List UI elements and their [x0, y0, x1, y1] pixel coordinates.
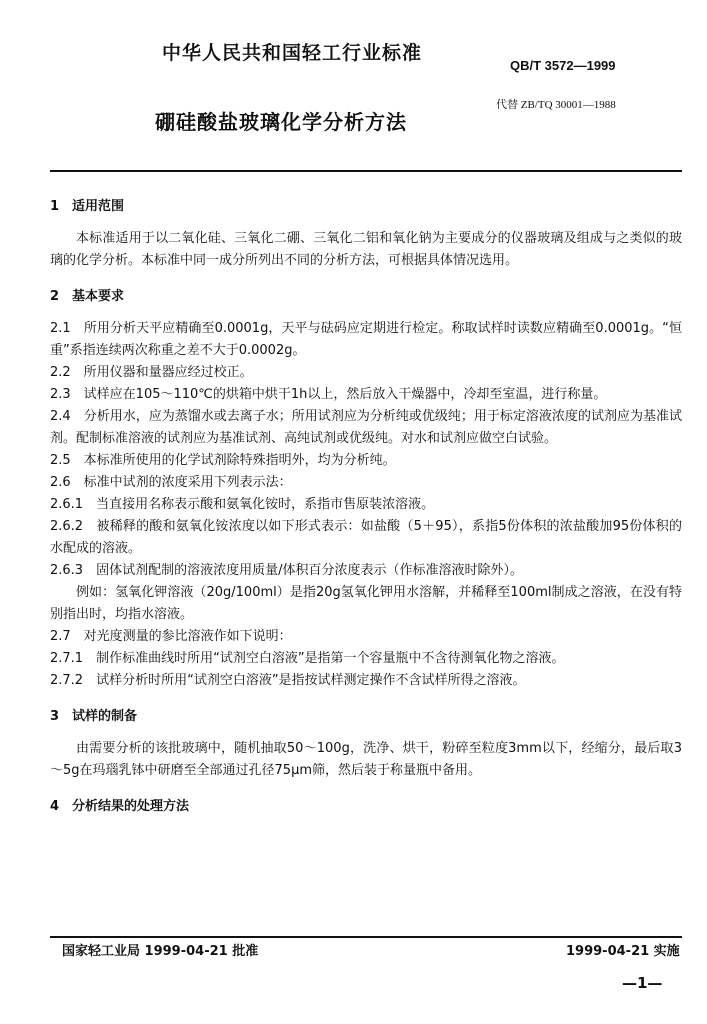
- clause-2-1: 2.1 所用分析天平应精确至0.0001g，天平与砝码应定期进行检定。称取试样时读数应精确至0.0001g。“恒重”系指连续两次称重之差不大于0.0002g。: [50, 321, 682, 358]
- section-1-paragraph: 本标准适用于以二氧化硅、三氧化二硼、三氧化二铝和氧化钠为主要成分的仪器玻璃及组成与之类似的玻璃的化学分析。本标准中同一成分所列出不同的分析方法，可根据具体情况选用。: [50, 231, 682, 268]
- clause-2-7: 2.7 对光度测量的参比溶液作如下说明：: [50, 629, 292, 644]
- document-body: [50, 196, 682, 818]
- clause-2-4: 2.4 分析用水，应为蒸馏水或去离子水；所用试剂应为分析纯或优级纯；用于标定溶液浓度的试剂应为基准试剂。配制标准溶液的试剂应为基准试剂、高纯试剂或优级纯。对水和试剂应做空白试验。: [50, 409, 682, 446]
- clause-2-6-1: 2.6.1 当直接用名称表示酸和氨氧化铵时，系指市售原装浓溶液。: [50, 497, 435, 512]
- section-2-heading: 2 基本要求: [50, 289, 125, 304]
- approval-note: 国家轻工业局 1999-04-21 批准: [62, 944, 259, 959]
- clause-2-7-2: 2.7.2 试样分析时所用“试剂空白溶液”是指按试样测定操作不含试样所得之溶液。: [50, 673, 526, 688]
- replaces-note: 代替 ZB/TQ 30001—1988: [496, 99, 616, 111]
- clause-2-6-3-example: 例如：氢氧化钾溶液（20g/100ml）是指20g氢氧化钾用水溶解，并稀释至100ml制成之溶液，在没有特别指出时，均指水溶液。: [50, 585, 682, 622]
- section-1-heading: 1 适用范围: [50, 199, 125, 214]
- standard-code: QB/T 3572—1999: [510, 58, 616, 73]
- clause-2-6-2: 2.6.2 被稀释的酸和氨氧化铵浓度以如下形式表示：如盐酸（5＋95），系指5份体积的浓盐酸加95份体积的水配成的溶液。: [50, 519, 682, 556]
- standard-title: 中华人民共和国轻工行业标准: [162, 42, 423, 64]
- section-3-paragraph: 由需要分析的该批玻璃中，随机抽取50～100g，洗净、烘干，粉碎至粒度3mm以下，经缩分，最后取3～5g在玛瑙乳钵中研磨至全部通过孔径75μm筛，然后装于称量瓶中备用。: [50, 741, 682, 778]
- section-3-heading: 3 试样的制备: [50, 709, 138, 724]
- footer-divider: [50, 936, 682, 938]
- clause-2-2: 2.2 所用仪器和量器应经过校正。: [50, 365, 253, 380]
- page-number: —1—: [622, 974, 663, 992]
- clause-2-6-3: 2.6.3 固体试剂配制的溶液浓度用质量/体积百分浓度表示（作标准溶液时除外）。: [50, 563, 523, 578]
- clause-2-5: 2.5 本标准所使用的化学试剂除特殊指明外，均为分析纯。: [50, 453, 396, 468]
- clause-2-3: 2.3 试样应在105～110℃的烘箱中烘干1h以上，然后放入干燥器中，冷却至室温，进行称量。: [50, 387, 607, 402]
- document-title: 硼硅酸盐玻璃化学分析方法: [155, 110, 407, 134]
- effective-date: 1999-04-21 实施: [566, 944, 680, 959]
- clause-2-6: 2.6 标准中试剂的浓度采用下列表示法：: [50, 475, 292, 490]
- section-4-heading: 4 分析结果的处理方法: [50, 799, 190, 814]
- clause-2-7-1: 2.7.1 制作标准曲线时所用“试剂空白溶液”是指第一个容量瓶中不含待测氧化物之溶液。: [50, 651, 565, 666]
- header-divider: [50, 170, 682, 172]
